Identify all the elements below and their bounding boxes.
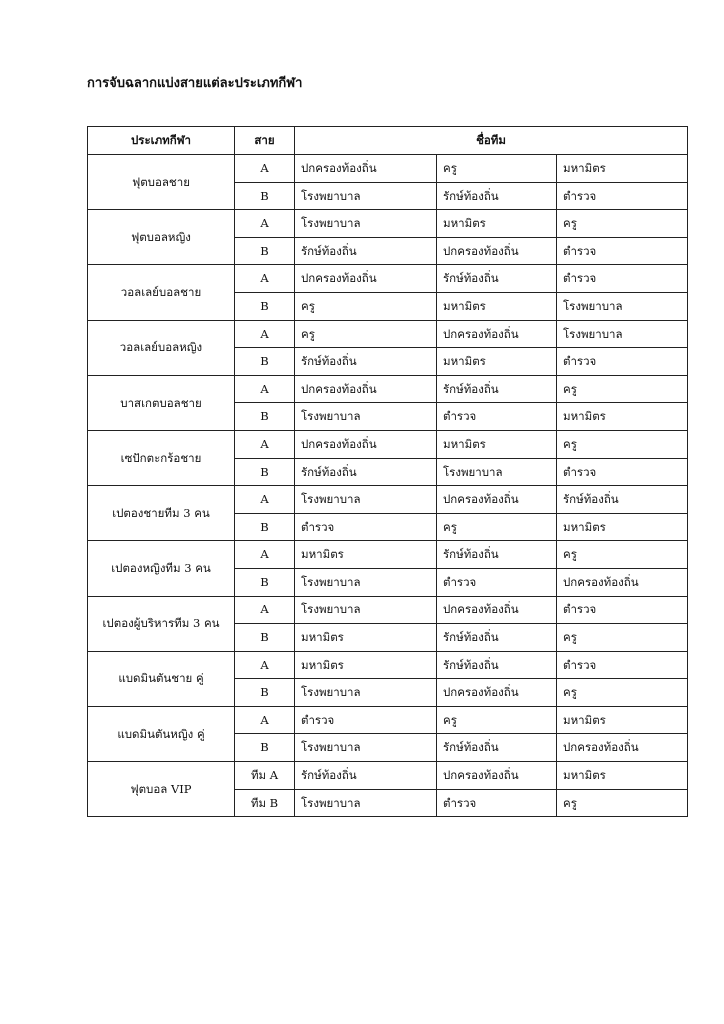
team-name-cell: โรงพยาบาล [295, 679, 437, 707]
sport-name-cell: เซปักตะกร้อชาย [88, 430, 235, 485]
group-label-cell: B [235, 458, 295, 486]
group-label-cell: A [235, 155, 295, 183]
team-name-cell: รักษ์ท้องถิ่น [437, 541, 557, 569]
team-name-cell: ตำรวจ [295, 706, 437, 734]
group-label-cell: A [235, 486, 295, 514]
sport-name-cell: วอลเลย์บอลชาย [88, 265, 235, 320]
team-name-cell: โรงพยาบาล [557, 292, 688, 320]
team-name-cell: โรงพยาบาล [295, 486, 437, 514]
team-name-cell: โรงพยาบาล [295, 403, 437, 431]
team-name-cell: มหามิตร [295, 651, 437, 679]
team-name-cell: รักษ์ท้องถิ่น [437, 375, 557, 403]
header-sport: ประเภทกีฬา [88, 127, 235, 155]
team-name-cell: ปกครองท้องถิ่น [437, 486, 557, 514]
sport-name-cell: เปตองหญิงทีม 3 คน [88, 541, 235, 596]
table-row [88, 210, 688, 238]
team-name-cell: ครู [557, 375, 688, 403]
group-label-cell: B [235, 348, 295, 376]
group-label-cell: A [235, 265, 295, 293]
team-name-cell: โรงพยาบาล [437, 458, 557, 486]
team-name-cell: ครู [557, 679, 688, 707]
team-name-cell: ตำรวจ [437, 403, 557, 431]
sport-name-cell: วอลเลย์บอลหญิง [88, 320, 235, 375]
group-label-cell: A [235, 375, 295, 403]
sport-name-cell: ฟุตบอล VIP [88, 762, 235, 817]
team-name-cell: ปกครองท้องถิ่น [557, 568, 688, 596]
table-body [88, 155, 688, 817]
group-label-cell: B [235, 403, 295, 431]
table-row [88, 486, 688, 514]
group-label-cell: A [235, 596, 295, 624]
team-name-cell: มหามิตร [295, 541, 437, 569]
team-name-cell: ตำรวจ [557, 237, 688, 265]
group-label-cell: B [235, 734, 295, 762]
team-name-cell: ครู [557, 430, 688, 458]
team-name-cell: มหามิตร [557, 403, 688, 431]
team-name-cell: ปกครองท้องถิ่น [295, 430, 437, 458]
team-name-cell: โรงพยาบาล [557, 320, 688, 348]
team-name-cell: รักษ์ท้องถิ่น [295, 348, 437, 376]
team-name-cell: โรงพยาบาล [295, 596, 437, 624]
team-name-cell: ปกครองท้องถิ่น [437, 762, 557, 790]
team-name-cell: รักษ์ท้องถิ่น [295, 762, 437, 790]
group-label-cell: B [235, 513, 295, 541]
team-name-cell: มหามิตร [437, 292, 557, 320]
team-name-cell: ปกครองท้องถิ่น [437, 679, 557, 707]
table-row [88, 596, 688, 624]
team-name-cell: ปกครองท้องถิ่น [295, 375, 437, 403]
group-label-cell: A [235, 651, 295, 679]
sport-name-cell: บาสเกตบอลชาย [88, 375, 235, 430]
table-row [88, 375, 688, 403]
team-name-cell: มหามิตร [437, 430, 557, 458]
group-label-cell: A [235, 541, 295, 569]
table-row [88, 155, 688, 183]
team-name-cell: รักษ์ท้องถิ่น [437, 624, 557, 652]
team-name-cell: รักษ์ท้องถิ่น [437, 182, 557, 210]
team-name-cell: ตำรวจ [557, 651, 688, 679]
team-name-cell: ปกครองท้องถิ่น [437, 320, 557, 348]
team-name-cell: โรงพยาบาล [295, 568, 437, 596]
header-row [88, 127, 688, 155]
team-name-cell: ครู [437, 155, 557, 183]
team-name-cell: มหามิตร [437, 348, 557, 376]
draw-table [87, 126, 688, 817]
sport-name-cell: แบดมินตันชาย คู่ [88, 651, 235, 706]
team-name-cell: มหามิตร [557, 706, 688, 734]
team-name-cell: ตำรวจ [557, 458, 688, 486]
sport-name-cell: ฟุตบอลชาย [88, 155, 235, 210]
team-name-cell: ครู [437, 513, 557, 541]
team-name-cell: ตำรวจ [557, 265, 688, 293]
header-teams: ชื่อทีม [295, 127, 688, 155]
team-name-cell: รักษ์ท้องถิ่น [437, 651, 557, 679]
team-name-cell: ครู [295, 320, 437, 348]
team-name-cell: ครู [437, 706, 557, 734]
table-row [88, 430, 688, 458]
team-name-cell: ปกครองท้องถิ่น [295, 265, 437, 293]
team-name-cell: ครู [557, 541, 688, 569]
team-name-cell: ปกครองท้องถิ่น [295, 155, 437, 183]
team-name-cell: ครู [557, 624, 688, 652]
team-name-cell: ตำรวจ [557, 596, 688, 624]
group-label-cell: B [235, 182, 295, 210]
sport-name-cell: แบดมินตันหญิง คู่ [88, 706, 235, 761]
table-row [88, 651, 688, 679]
team-name-cell: ปกครองท้องถิ่น [557, 734, 688, 762]
sport-name-cell: ฟุตบอลหญิง [88, 210, 235, 265]
team-name-cell: มหามิตร [557, 762, 688, 790]
group-label-cell: A [235, 430, 295, 458]
table-row [88, 541, 688, 569]
team-name-cell: ปกครองท้องถิ่น [437, 596, 557, 624]
group-label-cell: B [235, 679, 295, 707]
table-row [88, 762, 688, 790]
team-name-cell: รักษ์ท้องถิ่น [295, 237, 437, 265]
team-name-cell: ครู [557, 789, 688, 817]
team-name-cell: รักษ์ท้องถิ่น [437, 734, 557, 762]
team-name-cell: โรงพยาบาล [295, 789, 437, 817]
team-name-cell: ตำรวจ [557, 182, 688, 210]
team-name-cell: โรงพยาบาล [295, 734, 437, 762]
team-name-cell: ตำรวจ [557, 348, 688, 376]
team-name-cell: ครู [295, 292, 437, 320]
group-label-cell: A [235, 320, 295, 348]
team-name-cell: มหามิตร [437, 210, 557, 238]
table-header [88, 127, 688, 155]
team-name-cell: โรงพยาบาล [295, 182, 437, 210]
group-label-cell: A [235, 706, 295, 734]
table-row [88, 706, 688, 734]
team-name-cell: รักษ์ท้องถิ่น [295, 458, 437, 486]
sport-name-cell: เปตองชายทีม 3 คน [88, 486, 235, 541]
sport-name-cell: เปตองผู้บริหารทีม 3 คน [88, 596, 235, 651]
team-name-cell: มหามิตร [557, 155, 688, 183]
header-group: สาย [235, 127, 295, 155]
table-row [88, 265, 688, 293]
team-name-cell: ตำรวจ [295, 513, 437, 541]
team-name-cell: โรงพยาบาล [295, 210, 437, 238]
group-label-cell: ทีม A [235, 762, 295, 790]
group-label-cell: ทีม B [235, 789, 295, 817]
table-row [88, 320, 688, 348]
team-name-cell: มหามิตร [557, 513, 688, 541]
team-name-cell: ตำรวจ [437, 568, 557, 596]
team-name-cell: ตำรวจ [437, 789, 557, 817]
group-label-cell: B [235, 292, 295, 320]
document-title: การจับฉลากแบ่งสายแต่ละประเภทกีฬา [87, 76, 303, 91]
team-name-cell: มหามิตร [295, 624, 437, 652]
group-label-cell: B [235, 568, 295, 596]
group-label-cell: B [235, 624, 295, 652]
group-label-cell: A [235, 210, 295, 238]
team-name-cell: รักษ์ท้องถิ่น [437, 265, 557, 293]
team-name-cell: รักษ์ท้องถิ่น [557, 486, 688, 514]
team-name-cell: ปกครองท้องถิ่น [437, 237, 557, 265]
group-label-cell: B [235, 237, 295, 265]
team-name-cell: ครู [557, 210, 688, 238]
